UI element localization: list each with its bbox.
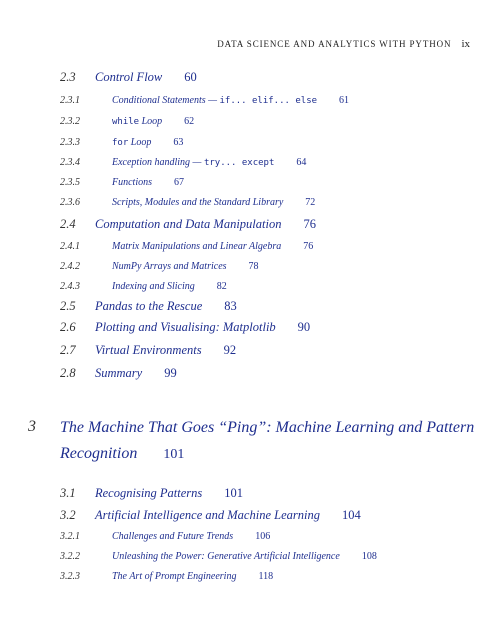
section-number: 2.4: [60, 217, 76, 231]
section-number: 2.4.3: [60, 281, 80, 292]
section-title: Summary: [95, 366, 143, 380]
section-title: Exception handling —: [112, 157, 204, 168]
section-number: 2.4.1: [60, 241, 80, 252]
section-title: Challenges and Future Trends: [112, 531, 234, 542]
page-folio: ix: [461, 38, 470, 50]
section-number: 2.4.2: [60, 261, 80, 272]
chapter-number: 3: [28, 418, 36, 435]
page-number: 101: [224, 486, 244, 500]
page-number: 104: [341, 508, 361, 522]
section-title: Functions: [112, 177, 152, 188]
page-number: 106: [255, 531, 271, 542]
running-header: [217, 38, 470, 50]
section-title: Plotting and Visualising: Matplotlib: [95, 320, 276, 334]
code-keyword: if... elif... else: [219, 96, 318, 106]
section-number: 2.3.2: [60, 116, 80, 127]
section-title: Computation and Data Manipulation: [95, 217, 282, 231]
section-title: Artificial Intelligence and Machine Learning: [95, 508, 320, 522]
section-title: Matrix Manipulations and Linear Algebra: [112, 241, 282, 252]
section-number: 3.2: [60, 508, 76, 522]
page-number: 60: [184, 70, 197, 84]
section-title: Loop: [139, 116, 163, 127]
section-number: 3.2.3: [60, 571, 80, 582]
page-number: 62: [184, 116, 195, 127]
section-number: 2.3.4: [60, 157, 80, 168]
page-number: 76: [303, 217, 316, 231]
page-number: 61: [339, 95, 350, 106]
page-number: 92: [223, 343, 237, 357]
section-title: Loop: [128, 137, 152, 148]
section-number: 2.7: [60, 343, 76, 357]
page-number: 108: [361, 551, 377, 562]
page-number: 67: [174, 177, 184, 188]
section-title: Unleashing the Power: Generative Artificial Intelligence: [112, 551, 340, 562]
code-keyword: for: [112, 138, 129, 148]
page-number: 101: [163, 447, 185, 462]
section-title: NumPy Arrays and Matrices: [112, 261, 227, 272]
page-number: 76: [303, 241, 314, 252]
section-title: Pandas to the Rescue: [95, 299, 203, 313]
section-title: Indexing and Slicing: [112, 281, 195, 292]
page-number: 63: [173, 137, 184, 148]
section-number: 2.8: [60, 366, 76, 380]
page-number: 72: [305, 197, 316, 208]
section-title: Scripts, Modules and the Standard Library: [112, 197, 284, 208]
section-number: 2.6: [60, 320, 76, 334]
section-number: 2.3.1: [60, 95, 80, 106]
page-number: 82: [216, 281, 227, 292]
section-number: 2.3: [60, 70, 76, 84]
section-number: 3.2.2: [60, 551, 80, 562]
page-number: 90: [297, 320, 311, 334]
section-number: 3.1: [60, 486, 76, 500]
chapter-title: The Machine That Goes “Ping”: Machine Learning and Pattern Recognition: [60, 419, 475, 462]
page-number: 78: [248, 261, 259, 272]
page-number: 64: [296, 157, 307, 168]
code-keyword: while: [112, 117, 140, 127]
section-title: The Art of Prompt Engineering: [112, 571, 237, 582]
page-number: 83: [224, 299, 237, 313]
section-number: 3.2.1: [60, 531, 80, 542]
section-title: Recognising Patterns: [95, 486, 203, 500]
page-number: 99: [164, 366, 177, 380]
section-title: Control Flow: [95, 70, 163, 84]
section-number: 2.3.3: [60, 137, 80, 148]
section-number: 2.3.6: [60, 197, 80, 208]
section-title: Virtual Environments: [95, 343, 202, 357]
running-title: DATA SCIENCE AND ANALYTICS WITH PYTHON: [217, 39, 452, 49]
code-keyword: try... except: [203, 158, 275, 168]
section-number: 2.5: [60, 299, 76, 313]
page-number: 118: [258, 571, 274, 582]
section-title: Conditional Statements —: [112, 95, 220, 106]
section-number: 2.3.5: [60, 177, 80, 188]
